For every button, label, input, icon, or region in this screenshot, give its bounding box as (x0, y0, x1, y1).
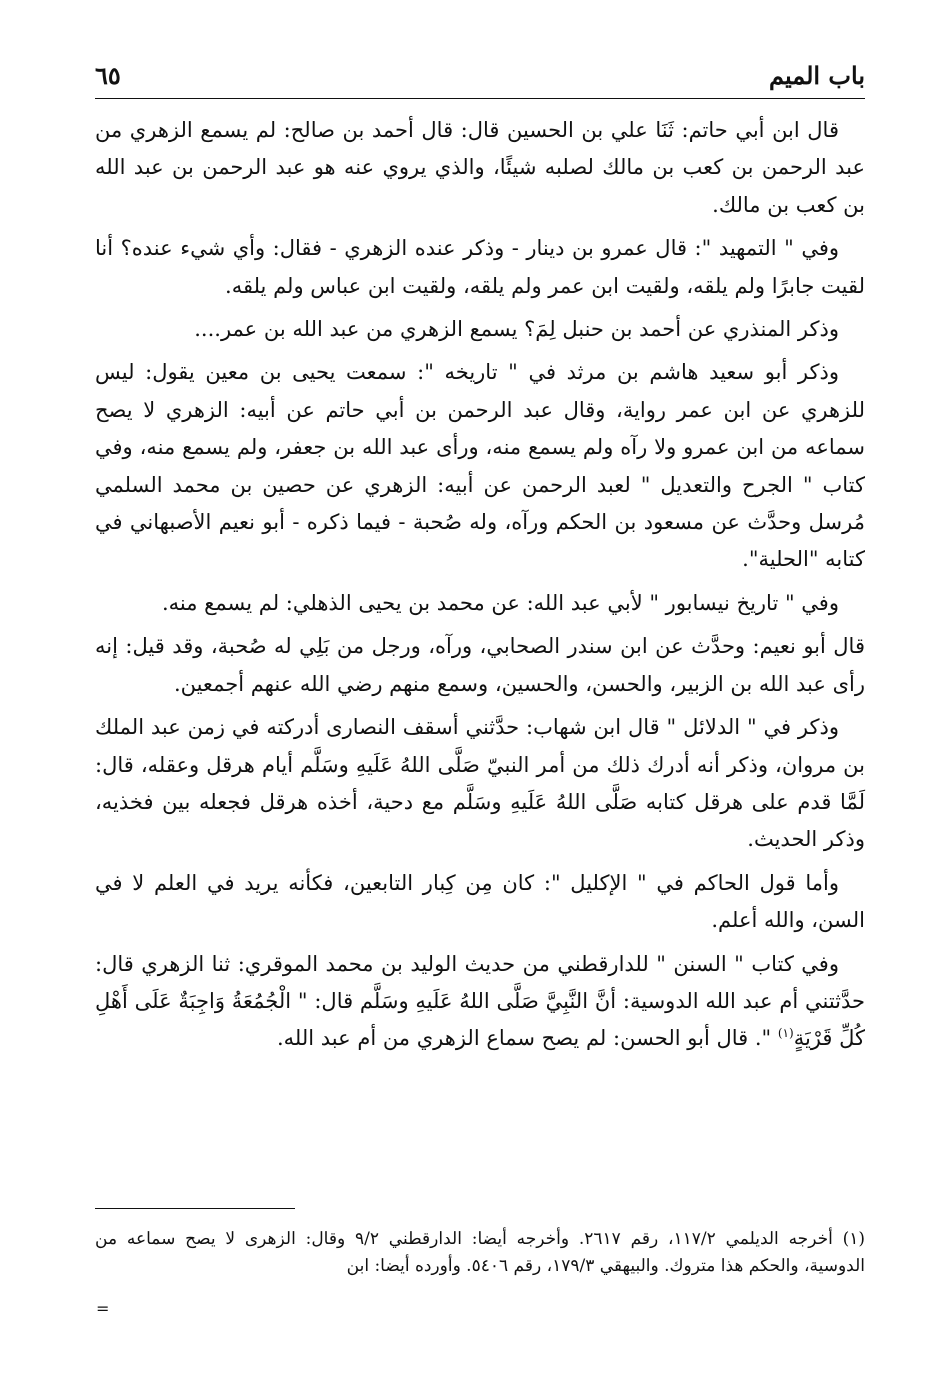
page-header (95, 56, 865, 96)
footnote-separator (95, 1208, 295, 1209)
paragraph (95, 946, 865, 1058)
paragraph: قال أبو نعيم: وحدَّث عن ابن سندر الصحابي، ورآه، ورجل من بَلِي له صُحبة، وقد قيل: إنه رأى عبد الله بن الزبير، والحسن، والحسين، وسمع منهم رضي الله عنهم أجمعين. (95, 634, 865, 696)
paragraph: قال ابن أبي حاتم: ثَنَا علي بن الحسين قال: قال أحمد بن صالح: لم يسمع الزهري من عبد الرحمن بن كعب بن مالك لصلبه شيئًا، والذي يروي عنه هو عبد الرحمن بن عبد الله بن كعب بن مالك. (95, 118, 865, 217)
paragraph: وذكر أبو سعيد هاشم بن مرثد في " تاريخه ": سمعت يحيى بن معين يقول: ليس للزهري عن ابن عمر رواية، وقال عبد الرحمن بن أبي حاتم عن أبيه: الزهري لا يصح سماعه من ابن عمرو ولا رآه ولم يسمع منه، ورأى عبد الله بن جعفر، ولم يسمع منه، وفي كتاب " الجرح والتعديل " لعبد الرحمن عن أبيه: الزهري عن حصين بن محمد السلمي مُرسل وحدَّث عن مسعود بن الحكم ورآه، وله صُحبة - فيما ذكره - أبو نعيم الأصبهاني في كتابه "الحلية". (95, 360, 865, 572)
paragraph: وذكر المنذري عن أحمد بن حنبل لِمَ؟ يسمع الزهري من عبد الله بن عمر.... (194, 317, 839, 342)
main-text (95, 112, 865, 1064)
paragraph: وفي " تاريخ نيسابور " لأبي عبد الله: عن محمد بن يحيى الذهلي: لم يسمع منه. (161, 590, 839, 615)
footnote: (١) أخرجه الديلمي ١١٧/٢، رقم ٢٦١٧. وأخرجه أيضا: الدارقطني ٩/٢ وقال: الزهرى لا يصح سماعه من الدوسية، والحكم هذا متروك. والبيهقي ١٧٩/٣، رقم ٥٤٠٦. وأورده أيضا: ابن (95, 1229, 866, 1276)
footnotes (95, 1226, 865, 1280)
paragraph: وذكر في " الدلائل " قال ابن شهاب: حدَّثني أسقف النصارى أدركته في زمن عبد الملك بن مروان، وذكر أنه أدرك ذلك من أمر النبيّ صَلَّى اللهُ عَلَيهِ وسَلَّم أيام هرقل وعقله، قال: لَمَّا قدم على هرقل كتابه صَلَّى اللهُ عَلَيهِ وسَلَّم مع دحية، أخذه هرقل فجعله بين فخذيه، وذكر الحديث. (95, 715, 865, 852)
paragraph-text: ". قال أبو الحسن: لم يصح سماع الزهري من أم عبد الله. (276, 1026, 778, 1051)
paragraph: وفي " التمهيد ": قال عمرو بن دينار - وذكر عنده الزهري - فقال: وأي شيء عنده؟ أنا لقيت جابرًا ولم يلقه، ولقيت ابن عمر ولم يلقه، ولقيت ابن عباس ولم يلقه. (95, 236, 865, 298)
header-rule (95, 98, 865, 99)
continuation-mark: = (96, 1299, 110, 1318)
page-number: ٦٥ (95, 61, 121, 90)
footnote-reference: (١) (777, 1026, 794, 1041)
paragraph-text: وفي كتاب " السنن " للدارقطني من حديث الوليد بن محمد الموقري: ثنا الزهري قال: حدَّثتني أم عبد الله الدوسية: أنَّ النَّبِيَّ صَلَّى اللهُ عَلَيهِ وسَلَّم قال: " الْجُمُعَةُ وَاجِبَةٌ عَلَى أَهْلِ كُلِّ قَرْيَةٍ (95, 951, 865, 1051)
running-title: باب الميم (768, 61, 865, 90)
paragraph: وأما قول الحاكم في " الإكليل ": كان مِن كِبار التابعين، فكأنه يريد في العلم لا في السن، والله أعلم. (95, 870, 865, 933)
